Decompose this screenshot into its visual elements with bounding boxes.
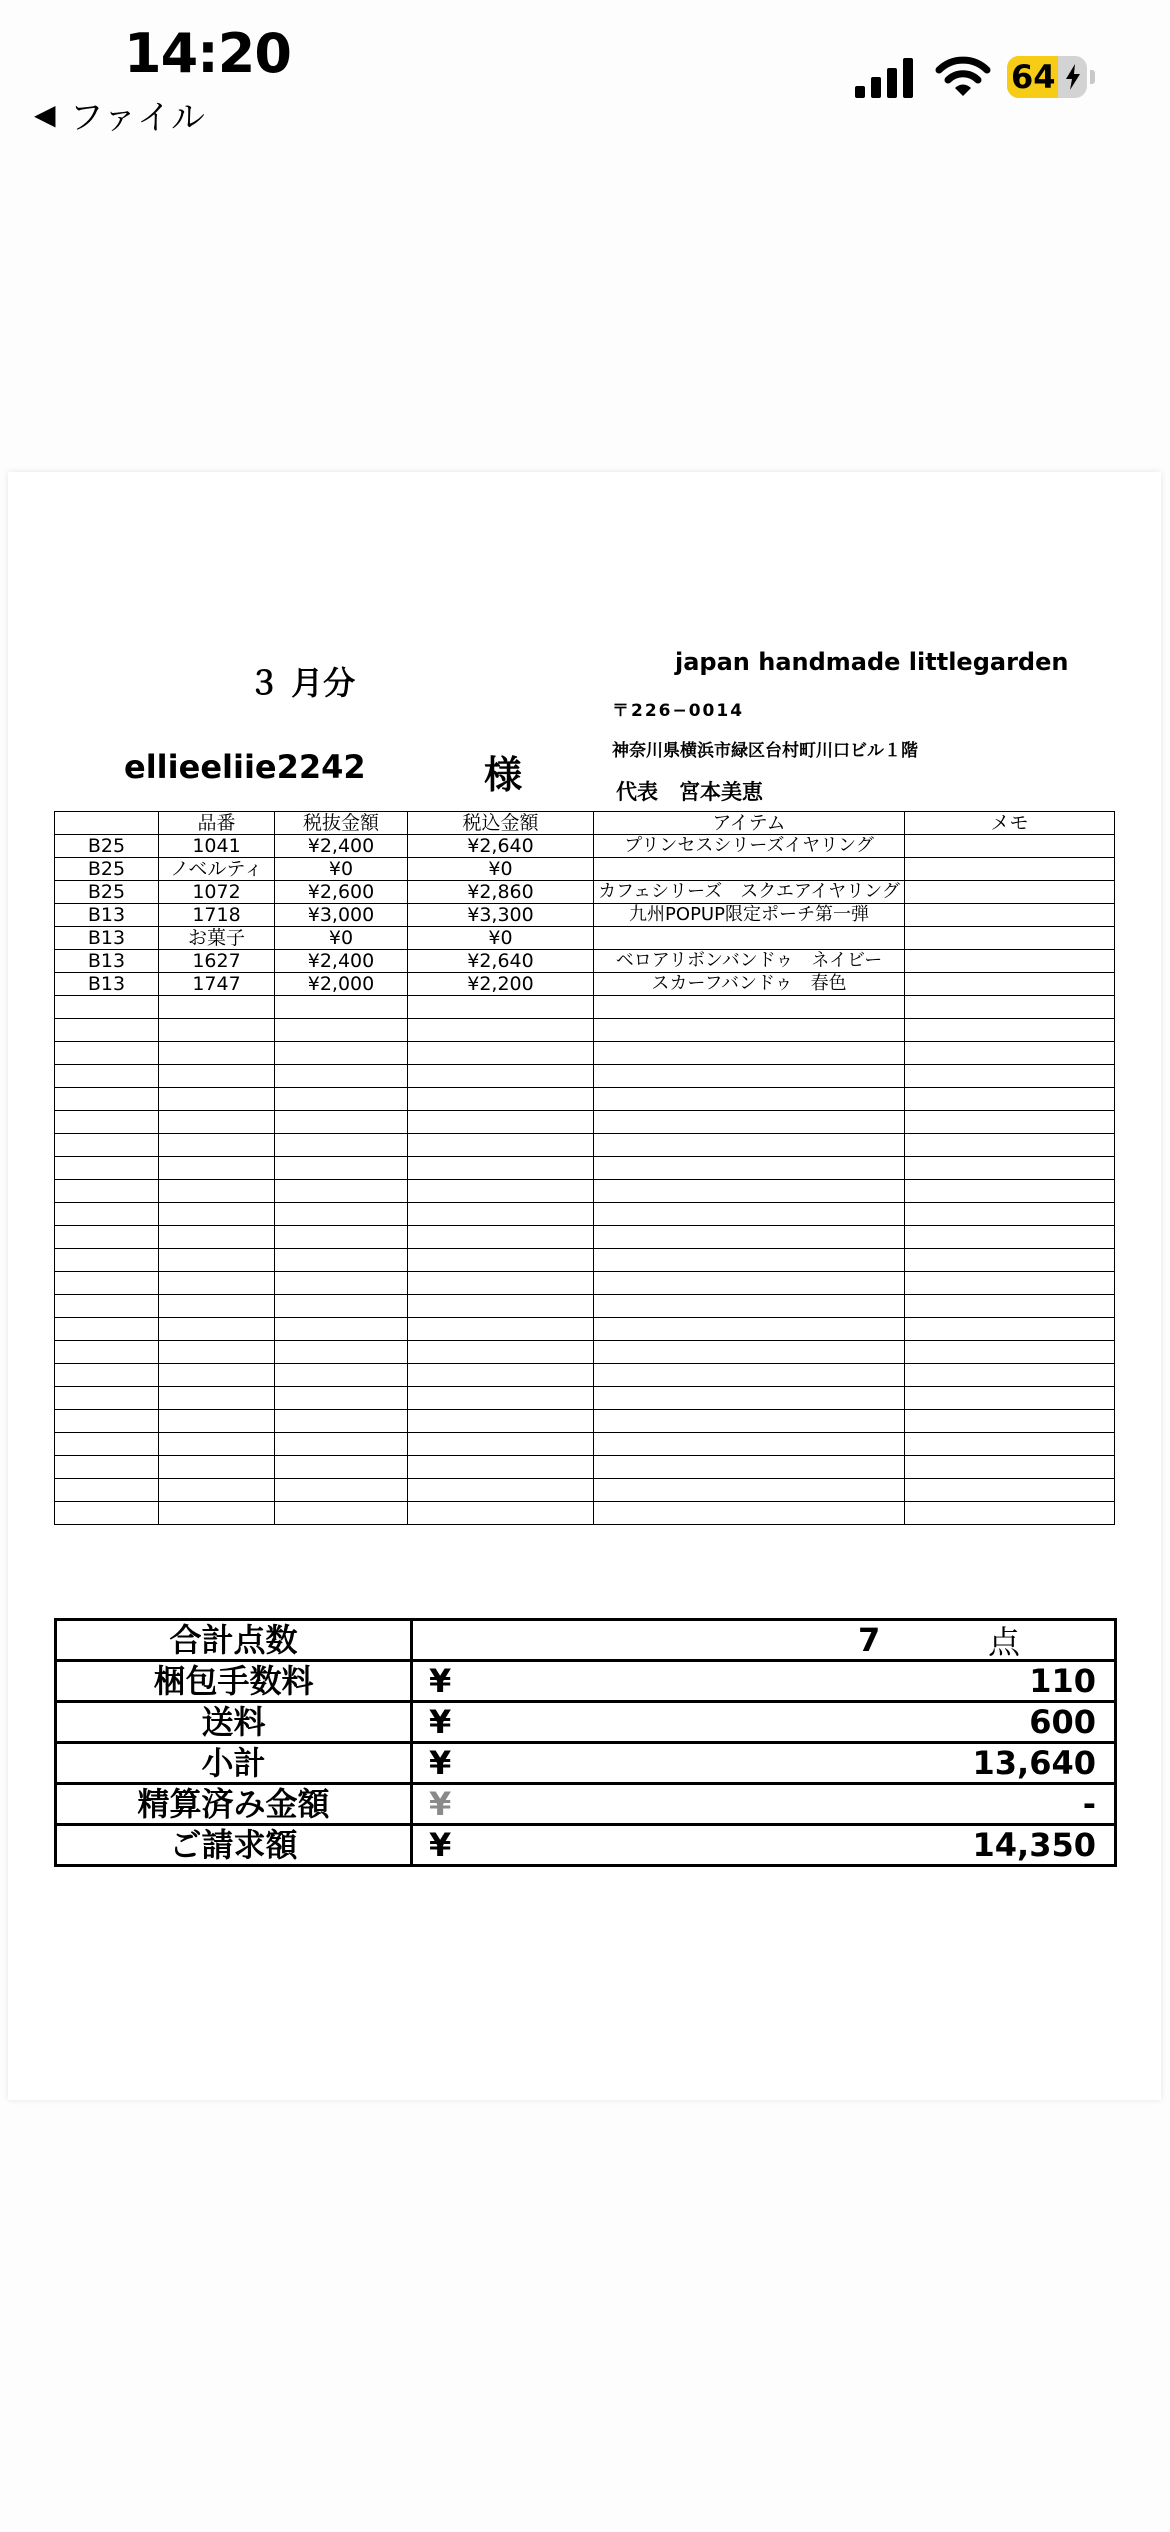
table-cell-name: カフェシリーズ スクエアイヤリング <box>594 881 905 904</box>
shipping-yen: ¥ <box>429 1703 452 1741</box>
table-cell-empty <box>594 1341 905 1364</box>
table-cell-empty <box>159 1502 275 1525</box>
table-cell-empty <box>594 1157 905 1180</box>
table-cell-empty <box>594 1479 905 1502</box>
table-cell-empty <box>594 1065 905 1088</box>
subtotal-cell <box>412 1743 1116 1784</box>
table-cell-excl: ¥0 <box>275 858 408 881</box>
customer-name: ellieeliie2242 <box>124 748 366 786</box>
table-row-empty <box>55 1065 1115 1088</box>
packing-fee-cell <box>412 1661 1116 1702</box>
table-cell-empty <box>55 1019 159 1042</box>
table-cell-empty <box>594 1019 905 1042</box>
table-cell-cat: B25 <box>55 835 159 858</box>
table-cell-empty <box>408 1272 594 1295</box>
table-cell-empty <box>55 1433 159 1456</box>
table-cell-empty <box>408 1180 594 1203</box>
table-cell-empty <box>408 1410 594 1433</box>
table-cell-empty <box>275 1433 408 1456</box>
table-cell-empty <box>905 1410 1115 1433</box>
summary-table <box>54 1618 1117 1867</box>
table-cell-cat: B13 <box>55 927 159 950</box>
table-cell-empty <box>408 1111 594 1134</box>
table-cell-incl: ¥0 <box>408 927 594 950</box>
shipping-value: 600 <box>1029 1703 1096 1741</box>
table-row-empty <box>55 1502 1115 1525</box>
table-cell-empty <box>55 1318 159 1341</box>
table-cell-empty <box>275 1042 408 1065</box>
table-cell-empty <box>408 1364 594 1387</box>
table-row-empty <box>55 1134 1115 1157</box>
table-row-empty <box>55 1295 1115 1318</box>
table-cell-num: 1747 <box>159 973 275 996</box>
summary-row-total-count <box>56 1620 1116 1661</box>
table-cell-incl: ¥2,860 <box>408 881 594 904</box>
table-cell-empty <box>159 1019 275 1042</box>
table-cell-empty <box>159 996 275 1019</box>
summary-row-settled <box>56 1784 1116 1825</box>
header-item-name: アイテム <box>594 812 905 835</box>
back-arrow-icon: ◀ <box>34 98 56 131</box>
shipping-label: 送料 <box>56 1702 412 1743</box>
table-cell-empty <box>55 996 159 1019</box>
shop-postal-code: 〒226−0014 <box>612 701 745 721</box>
table-cell-incl: ¥2,640 <box>408 835 594 858</box>
table-cell-name: 九州POPUP限定ポーチ第一弾 <box>594 904 905 927</box>
back-to-files-button[interactable] <box>34 90 205 139</box>
table-cell-empty <box>275 1249 408 1272</box>
table-cell-empty <box>594 1433 905 1456</box>
table-cell-empty <box>159 1410 275 1433</box>
header-memo: メモ <box>905 812 1115 835</box>
table-cell-empty <box>55 1479 159 1502</box>
table-row-empty <box>55 1226 1115 1249</box>
table-cell-empty <box>275 1111 408 1134</box>
table-cell-empty <box>905 1272 1115 1295</box>
table-cell-empty <box>159 1088 275 1111</box>
settled-yen: ¥ <box>429 1785 452 1823</box>
table-cell-empty <box>275 1157 408 1180</box>
table-cell-empty <box>275 1318 408 1341</box>
table-row-empty <box>55 1088 1115 1111</box>
table-cell-name <box>594 927 905 950</box>
table-cell-empty <box>55 1456 159 1479</box>
table-cell-cat: B13 <box>55 904 159 927</box>
table-row-empty <box>55 1456 1115 1479</box>
table-cell-empty <box>55 1042 159 1065</box>
table-cell-memo <box>905 927 1115 950</box>
table-cell-empty <box>905 1479 1115 1502</box>
table-cell-empty <box>159 1111 275 1134</box>
table-cell-memo <box>905 950 1115 973</box>
status-time: 14:20 <box>124 22 291 85</box>
shop-name: japan handmade littlegarden <box>675 648 1069 676</box>
table-cell-empty <box>905 1042 1115 1065</box>
table-cell-memo <box>905 973 1115 996</box>
table-cell-empty <box>55 1157 159 1180</box>
subtotal-value: 13,640 <box>972 1744 1096 1782</box>
header-item-number: 品番 <box>159 812 275 835</box>
table-cell-empty <box>594 1203 905 1226</box>
table-cell-empty <box>594 996 905 1019</box>
table-cell-incl: ¥3,300 <box>408 904 594 927</box>
table-cell-num: 1627 <box>159 950 275 973</box>
table-cell-name: ベロアリボンバンドゥ ネイビー <box>594 950 905 973</box>
table-cell-empty <box>275 1502 408 1525</box>
table-cell-empty <box>905 1088 1115 1111</box>
table-cell-empty <box>159 1157 275 1180</box>
table-cell-empty <box>275 1134 408 1157</box>
table-cell-empty <box>905 1226 1115 1249</box>
shop-representative: 代表 宮本美恵 <box>616 780 763 804</box>
summary-row-packing-fee <box>56 1661 1116 1702</box>
table-cell-empty <box>905 1065 1115 1088</box>
table-row-empty <box>55 1433 1115 1456</box>
table-cell-empty <box>275 1456 408 1479</box>
table-cell-empty <box>159 1364 275 1387</box>
table-cell-empty <box>594 1295 905 1318</box>
total-count-label: 合計点数 <box>56 1620 412 1661</box>
table-cell-excl: ¥2,000 <box>275 973 408 996</box>
table-cell-name <box>594 858 905 881</box>
table-row-empty <box>55 1272 1115 1295</box>
table-cell-empty <box>55 1180 159 1203</box>
table-cell-empty <box>55 1502 159 1525</box>
table-cell-empty <box>159 1433 275 1456</box>
shipping-cell <box>412 1702 1116 1743</box>
table-cell-empty <box>408 1295 594 1318</box>
table-cell-cat: B13 <box>55 973 159 996</box>
battery-tip <box>1090 70 1095 84</box>
billing-cell <box>412 1825 1116 1866</box>
table-cell-empty <box>159 1456 275 1479</box>
table-cell-empty <box>159 1065 275 1088</box>
table-cell-empty <box>905 1456 1115 1479</box>
table-cell-empty <box>275 1180 408 1203</box>
table-cell-empty <box>55 1088 159 1111</box>
table-cell-num: ノベルティ <box>159 858 275 881</box>
table-cell-memo <box>905 858 1115 881</box>
table-cell-empty <box>159 1318 275 1341</box>
table-cell-empty <box>408 1019 594 1042</box>
table-row <box>55 835 1115 858</box>
table-row-empty <box>55 1042 1115 1065</box>
table-cell-empty <box>594 1502 905 1525</box>
table-cell-empty <box>275 1226 408 1249</box>
table-cell-excl: ¥2,400 <box>275 950 408 973</box>
table-cell-num: 1718 <box>159 904 275 927</box>
table-cell-empty <box>275 1203 408 1226</box>
table-cell-empty <box>594 1134 905 1157</box>
table-cell-empty <box>408 1249 594 1272</box>
table-cell-empty <box>275 1341 408 1364</box>
table-cell-incl: ¥2,640 <box>408 950 594 973</box>
table-cell-empty <box>905 1203 1115 1226</box>
back-label: ファイル <box>69 98 205 138</box>
invoice-month: ３ 月分 <box>248 664 356 702</box>
subtotal-yen: ¥ <box>429 1744 452 1782</box>
table-cell-empty <box>408 1456 594 1479</box>
table-cell-empty <box>55 1410 159 1433</box>
table-cell-empty <box>905 1134 1115 1157</box>
table-cell-empty <box>594 1226 905 1249</box>
table-cell-empty <box>594 1042 905 1065</box>
table-cell-empty <box>905 996 1115 1019</box>
table-row-empty <box>55 1157 1115 1180</box>
table-row-empty <box>55 1203 1115 1226</box>
table-cell-excl: ¥2,600 <box>275 881 408 904</box>
table-cell-empty <box>905 1180 1115 1203</box>
table-cell-empty <box>594 1364 905 1387</box>
total-count-cell <box>412 1620 1116 1661</box>
table-cell-empty <box>408 1502 594 1525</box>
table-cell-empty <box>55 1134 159 1157</box>
table-cell-empty <box>905 1019 1115 1042</box>
table-row-empty <box>55 1341 1115 1364</box>
billing-value: 14,350 <box>972 1826 1096 1864</box>
table-cell-empty <box>275 1295 408 1318</box>
table-cell-empty <box>594 1249 905 1272</box>
table-cell-memo <box>905 881 1115 904</box>
table-row-empty <box>55 996 1115 1019</box>
settled-value: - <box>1082 1785 1096 1823</box>
header-price-incl-tax: 税込金額 <box>408 812 594 835</box>
table-cell-empty <box>408 1479 594 1502</box>
table-row-empty <box>55 1249 1115 1272</box>
header-category <box>55 812 159 835</box>
table-row-empty <box>55 1479 1115 1502</box>
table-row <box>55 927 1115 950</box>
table-cell-empty <box>159 1387 275 1410</box>
table-row <box>55 950 1115 973</box>
battery-level-text: 64 <box>1011 58 1056 96</box>
table-cell-empty <box>408 996 594 1019</box>
table-cell-memo <box>905 835 1115 858</box>
table-cell-empty <box>159 1272 275 1295</box>
table-cell-empty <box>408 1088 594 1111</box>
table-row-empty <box>55 1111 1115 1134</box>
table-cell-empty <box>55 1203 159 1226</box>
summary-row-shipping <box>56 1702 1116 1743</box>
wifi-icon <box>935 54 991 98</box>
table-cell-incl: ¥0 <box>408 858 594 881</box>
table-cell-excl: ¥3,000 <box>275 904 408 927</box>
items-table-body <box>55 835 1115 1525</box>
table-cell-memo <box>905 904 1115 927</box>
table-cell-empty <box>594 1272 905 1295</box>
table-cell-empty <box>159 1341 275 1364</box>
table-cell-cat: B25 <box>55 858 159 881</box>
table-cell-empty <box>275 1364 408 1387</box>
table-cell-empty <box>159 1134 275 1157</box>
table-cell-empty <box>408 1065 594 1088</box>
table-cell-empty <box>55 1226 159 1249</box>
table-cell-num: 1072 <box>159 881 275 904</box>
table-row <box>55 904 1115 927</box>
invoice-document <box>8 472 1161 2100</box>
table-cell-empty <box>594 1088 905 1111</box>
table-cell-incl: ¥2,200 <box>408 973 594 996</box>
table-cell-empty <box>905 1341 1115 1364</box>
table-cell-empty <box>594 1318 905 1341</box>
settled-cell <box>412 1784 1116 1825</box>
table-cell-empty <box>905 1157 1115 1180</box>
total-count-value: 7 <box>858 1621 881 1659</box>
items-table <box>54 811 1115 1525</box>
table-cell-empty <box>55 1065 159 1088</box>
table-cell-empty <box>275 1088 408 1111</box>
table-cell-empty <box>55 1341 159 1364</box>
table-cell-empty <box>408 1341 594 1364</box>
table-cell-empty <box>905 1387 1115 1410</box>
table-cell-empty <box>408 1433 594 1456</box>
table-cell-empty <box>594 1387 905 1410</box>
table-cell-empty <box>408 1203 594 1226</box>
table-cell-empty <box>408 1134 594 1157</box>
summary-row-billing <box>56 1825 1116 1866</box>
table-cell-empty <box>159 1203 275 1226</box>
subtotal-label: 小計 <box>56 1743 412 1784</box>
cellular-signal-icon <box>855 58 915 98</box>
table-cell-empty <box>159 1295 275 1318</box>
table-cell-empty <box>55 1387 159 1410</box>
table-cell-empty <box>275 996 408 1019</box>
table-cell-empty <box>159 1180 275 1203</box>
table-cell-cat: B25 <box>55 881 159 904</box>
table-cell-empty <box>408 1226 594 1249</box>
table-cell-empty <box>594 1456 905 1479</box>
table-cell-empty <box>905 1111 1115 1134</box>
table-cell-cat: B13 <box>55 950 159 973</box>
billing-yen: ¥ <box>429 1826 452 1864</box>
table-cell-empty <box>408 1318 594 1341</box>
total-count-unit: 点 <box>988 1623 1021 1661</box>
table-cell-empty <box>905 1502 1115 1525</box>
table-cell-empty <box>594 1180 905 1203</box>
packing-fee-yen: ¥ <box>429 1662 452 1700</box>
table-row-empty <box>55 1019 1115 1042</box>
table-cell-num: 1041 <box>159 835 275 858</box>
table-cell-empty <box>275 1387 408 1410</box>
charging-bolt-icon <box>1065 64 1081 90</box>
summary-row-subtotal <box>56 1743 1116 1784</box>
table-cell-excl: ¥0 <box>275 927 408 950</box>
table-cell-empty <box>159 1249 275 1272</box>
table-cell-empty <box>55 1295 159 1318</box>
table-row-empty <box>55 1387 1115 1410</box>
shop-address: 神奈川県横浜市緑区台村町川口ビル１階 <box>612 741 918 761</box>
table-cell-empty <box>905 1249 1115 1272</box>
table-row <box>55 973 1115 996</box>
table-row-empty <box>55 1180 1115 1203</box>
settled-label: 精算済み金額 <box>56 1784 412 1825</box>
table-cell-empty <box>159 1226 275 1249</box>
table-cell-empty <box>905 1433 1115 1456</box>
table-cell-empty <box>275 1479 408 1502</box>
packing-fee-label: 梱包手数料 <box>56 1661 412 1702</box>
table-row-empty <box>55 1410 1115 1433</box>
table-cell-empty <box>408 1157 594 1180</box>
status-icons <box>855 50 1095 106</box>
table-cell-empty <box>905 1364 1115 1387</box>
table-cell-name: スカーフバンドゥ 春色 <box>594 973 905 996</box>
table-cell-empty <box>159 1042 275 1065</box>
table-cell-empty <box>275 1272 408 1295</box>
table-cell-empty <box>55 1272 159 1295</box>
table-cell-name: プリンセスシリーズイヤリング <box>594 835 905 858</box>
table-cell-empty <box>905 1295 1115 1318</box>
table-cell-num: お菓子 <box>159 927 275 950</box>
table-cell-excl: ¥2,400 <box>275 835 408 858</box>
table-cell-empty <box>905 1318 1115 1341</box>
table-row-empty <box>55 1364 1115 1387</box>
table-cell-empty <box>408 1042 594 1065</box>
customer-honorific: 様 <box>484 753 523 797</box>
table-cell-empty <box>594 1111 905 1134</box>
table-cell-empty <box>275 1019 408 1042</box>
table-row <box>55 881 1115 904</box>
table-cell-empty <box>55 1111 159 1134</box>
items-table-header <box>55 812 1115 835</box>
table-cell-empty <box>55 1364 159 1387</box>
table-cell-empty <box>408 1387 594 1410</box>
table-cell-empty <box>594 1410 905 1433</box>
table-cell-empty <box>159 1479 275 1502</box>
table-cell-empty <box>55 1249 159 1272</box>
header-price-excl-tax: 税抜金額 <box>275 812 408 835</box>
packing-fee-value: 110 <box>1029 1662 1096 1700</box>
table-cell-empty <box>275 1065 408 1088</box>
table-row <box>55 858 1115 881</box>
table-row-empty <box>55 1318 1115 1341</box>
billing-label: ご請求額 <box>56 1825 412 1866</box>
table-cell-empty <box>275 1410 408 1433</box>
battery-icon <box>1007 56 1095 98</box>
